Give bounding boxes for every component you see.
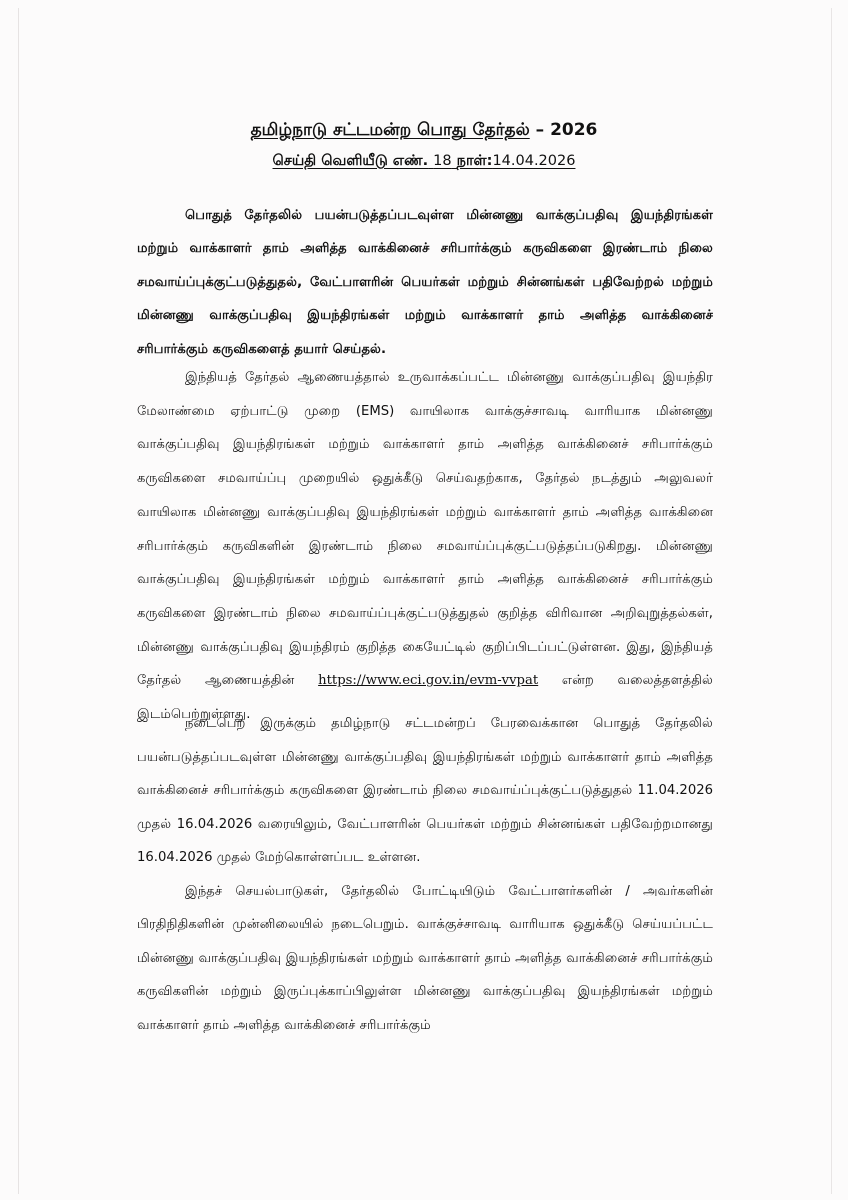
- eci-website-link[interactable]: https://www.eci.gov.in/evm-vvpat: [318, 673, 539, 689]
- date-label: நாள்:: [456, 153, 493, 169]
- title-year: – 2026: [535, 120, 598, 140]
- paragraph-ems-text: இந்தியத் தேர்தல் ஆணையத்தால் உருவாக்கப்பட்ட மின்னணு வாக்குப்பதிவு இயந்திர மேலாண்மை ஏற்பாட்டு முறை (EMS) வாயிலாக வாக்குச்சாவடி வாரியாக மின்னணு வாக்குப்பதிவு இயந்திரங்கள் மற்றும் வாக்காளர் தாம் அளித்த வாக்கினைச் சரிபார்க்கும் கருவிகளை சமவாய்ப்பு முறையில் ஒதுக்கீடு செய்வதற்காக, தேர்தல் நடத்தும் அலுவலர் வாயிலாக மின்னணு வாக்குப்பதிவு இயந்திரங்கள் மற்றும் வாக்காளர் தாம் அளித்த வாக்கினை சரிபார்க்கும் கருவிகளின் இரண்டாம் நிலை சமவாய்ப்புக்குட்படுத்தப்படுகிறது. மின்னணு வாக்குப்பதிவு இயந்திரங்கள் மற்றும் வாக்காளர் தாம் அளித்த வாக்கினைச் சரிபார்க்கும் கருவிகளை இரண்டாம் நிலை சமவாய்ப்புக்குட்படுத்துதல் குறித்த விரிவான அறிவுறுத்தல்கள், மின்னணு வாக்குப்பதிவு இயந்திரம் குறித்த கையேட்டில் குறிப்பிடப்பட்டுள்ளன. இது, இந்தியத் தேர்தல் ஆணையத்தின்: [137, 370, 713, 689]
- date-value: 14.04.2026: [492, 153, 576, 169]
- paragraph-activities: [137, 875, 713, 1042]
- press-release-line: [0, 150, 848, 172]
- paragraph-ems: [137, 361, 713, 732]
- paragraph-activities-text: இந்தச் செயல்பாடுகள், தேர்தலில் போட்டியிடும் வேட்பாளர்களின் / அவர்களின் பிரதிநிதிகளின் முன்னிலையில் நடைபெறும். வாக்குச்சாவடி வாரியாக ஒதுக்கீடு செய்யப்பட்ட மின்னணு வாக்குப்பதிவு இயந்திரங்கள் மற்றும் வாக்காளர் தாம் அளித்த வாக்கினைச் சரிபார்க்கும் கருவிகளின் மற்றும் இருப்புக்காப்பிலுள்ள மின்னணு வாக்குப்பதிவு இயந்திரங்கள் மற்றும் வாக்காளர் தாம் அளித்த வாக்கினைச் சரிபார்க்கும்: [137, 884, 713, 1033]
- paragraph-schedule: [137, 707, 713, 875]
- paragraph-schedule-text: நடைபெற இருக்கும் தமிழ்நாடு சட்டமன்றப் பேரவைக்கான பொதுத் தேர்தலில் பயன்படுத்தப்படவுள்ள மின்னணு வாக்குப்பதிவு இயந்திரங்கள் மற்றும் வாக்காளர் தாம் அளித்த வாக்கினைச் சரிபார்க்கும் கருவிகளை இரண்டாம் நிலை சமவாய்ப்புக்குட்படுத்துதல் 11.04.2026 முதல் 16.04.2026 வரையிலும், வேட்பாளரின் பெயர்கள் மற்றும் சின்னங்கள் பதிவேற்றமானது 16.04.2026 முதல் மேற்கொள்ளப்பட உள்ளன.: [137, 716, 713, 866]
- paragraph-ems-tail: என்ற வலைத்தளத்தில் இடம்பெற்றுள்ளது.: [137, 673, 713, 723]
- document-title: [0, 118, 848, 142]
- paragraph-subject-text: பொதுத் தேர்தலில் பயன்படுத்தப்படவுள்ள மின்னணு வாக்குப்பதிவு இயந்திரங்கள் மற்றும் வாக்காளர் தாம் அளித்த வாக்கினைச் சரிபார்க்கும் கருவிகளை இரண்டாம் நிலை சமவாய்ப்புக்குட்படுத்துதல், வேட்பாளரின் பெயர்கள் மற்றும் சின்னங்கள் பதிவேற்றல் மற்றும் மின்னணு வாக்குப்பதிவு இயந்திரங்கள் மற்றும் வாக்காளர் தாம் அளித்த வாக்கினைச் சரிபார்க்கும் கருவிகளைத் தயார் செய்தல்.: [137, 208, 713, 357]
- title-text: தமிழ்நாடு சட்டமன்ற பொது தேர்தல்: [250, 120, 530, 140]
- release-label: செய்தி வெளியீடு எண்.: [272, 153, 429, 169]
- paragraph-subject: [137, 199, 713, 366]
- release-number: 18: [433, 153, 452, 169]
